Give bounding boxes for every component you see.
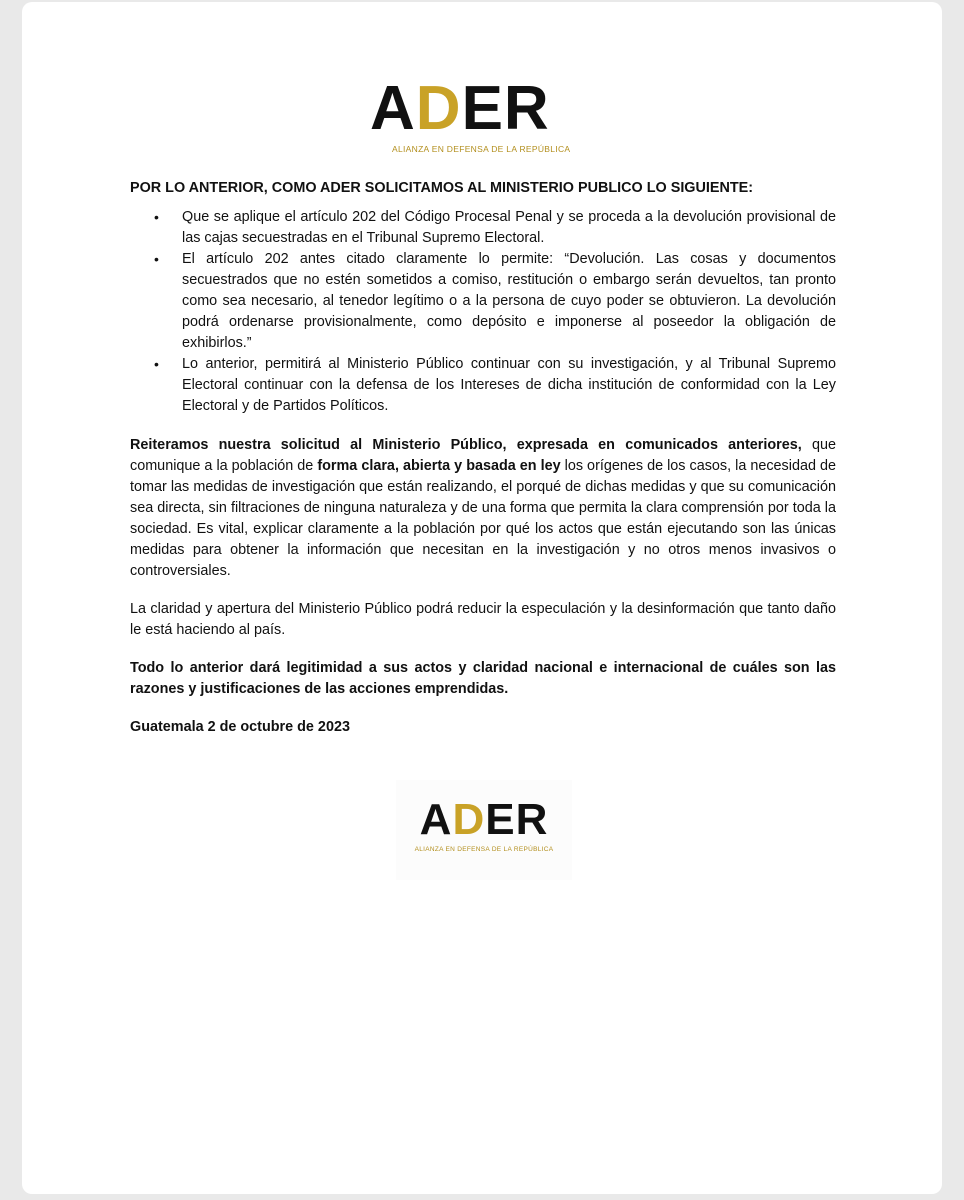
- body-text: que comunique a la población de: [130, 437, 836, 474]
- logo-letter-d: D: [415, 74, 462, 143]
- logo-letters-er: ER: [461, 74, 550, 143]
- document-body: [130, 178, 836, 738]
- bold-text: forma clara, abierta y basada en ley: [317, 458, 561, 474]
- list-item: • El artículo 202 antes citado claramente lo permite: “Devolución. Las cosas y documentos secuestrados que no estén sometidos a comiso, restitución o embargo serán devueltos, tan pronto como sea necesario, al tenedor legítimo o a la persona de cuyo poder se obtuvieron. La devolución podrá ordenarse provisionalmente, como depósito e imponerse al poseedor la obligación de exhibirlos.”: [182, 249, 836, 354]
- logo-subtitle: ALIANZA EN DEFENSA DE LA REPÚBLICA: [392, 144, 571, 154]
- document-date: Guatemala 2 de octubre de 2023: [130, 719, 350, 735]
- paragraph-reiteration: [130, 435, 836, 582]
- logo-wordmark: [370, 74, 550, 143]
- section-heading: POR LO ANTERIOR, COMO ADER SOLICITAMOS AL MINISTERIO PUBLICO LO SIGUIENTE:: [130, 180, 754, 196]
- logo-letters-er: ER: [485, 795, 549, 844]
- logo-wordmark: [419, 795, 549, 844]
- logo-subtitle: ALIANZA EN DEFENSA DE LA REPÚBLICA: [414, 846, 554, 853]
- request-list: [130, 207, 836, 417]
- body-text: los orígenes de los casos, la necesidad de tomar las medidas de investigación que están realizando, el porqué de dichas medidas y que su comunicación sea directa, sin filtraciones de ninguna naturaleza y de una forma que permita la clara comprensión por toda la sociedad. Es vital, explicar claramente a la población por qué los actos que están ejecutando son las únicas medidas para obtener la información que necesitan en la investigación y no otros menos invasivos o controversiales.: [130, 458, 836, 579]
- ader-logo-bottom: [396, 780, 572, 880]
- paragraph-conclusion: Todo lo anterior dará legitimidad a sus actos y claridad nacional e internacional de cuáles son las razones y justificaciones de las acciones emprendidas.: [130, 660, 836, 697]
- logo-letter-a: A: [419, 795, 453, 844]
- logo-letter-a: A: [370, 74, 416, 143]
- ader-logo-top: [370, 74, 571, 154]
- list-item: • Que se aplique el artículo 202 del Código Procesal Penal y se proceda a la devolución provisional de las cajas secuestradas en el Tribunal Supremo Electoral.: [182, 207, 836, 249]
- list-item: • Lo anterior, permitirá al Ministerio Público continuar con su investigación, y al Tribunal Supremo Electoral continuar con la defensa de los Intereses de dicha institución de conformidad con la Ley Electoral y de Partidos Políticos.: [182, 354, 836, 417]
- document-page: [22, 2, 942, 1194]
- paragraph-clarity: La claridad y apertura del Ministerio Público podrá reducir la especulación y la desinformación que tanto daño le está haciendo al país.: [130, 601, 836, 638]
- bold-text: Reiteramos nuestra solicitud al Ministerio Público, expresada en comunicados anteriores,: [130, 437, 802, 453]
- logo-letter-d: D: [452, 795, 486, 844]
